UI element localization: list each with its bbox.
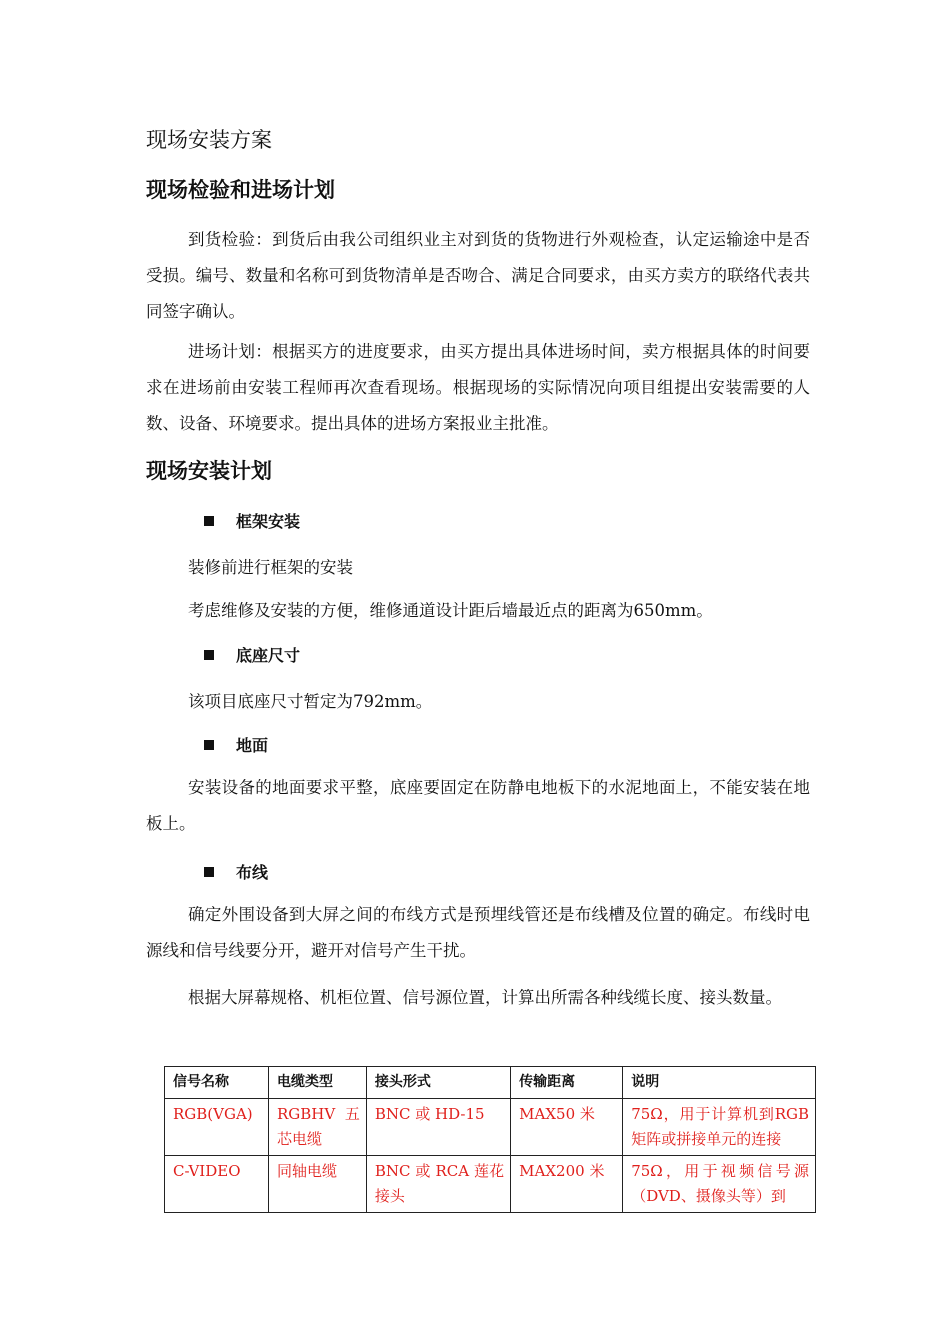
table-cell: 75Ω，用于计算机到RGB矩阵或拼接单元的连接 [623,1099,816,1156]
signal-cable-table [164,1066,816,1213]
table-row [165,1156,816,1213]
section-heading-installation: 现场安装计划 [146,459,272,483]
table-cell: 75Ω，用于视频信号源（DVD、摄像头等）到 [623,1156,816,1213]
square-bullet-icon [204,650,214,660]
table-cell: MAX50 米 [511,1099,623,1156]
table-cell: BNC 或 HD-15 [366,1099,510,1156]
base-line-1: 该项目底座尺寸暂定为792mm。 [188,692,433,711]
table-header-row [165,1067,816,1099]
bullet-label: 底座尺寸 [236,646,301,665]
header-cable-type: 电缆类型 [268,1067,366,1099]
frame-line-1: 装修前进行框架的安装 [188,558,353,577]
header-signal-name: 信号名称 [165,1067,269,1099]
paragraph-floor: 安装设备的地面要求平整，底座要固定在防静电地板下的水泥地面上，不能安装在地板上。 [146,778,810,833]
bullet-label: 布线 [236,863,269,882]
table-cell: MAX200 米 [511,1156,623,1213]
table-cell: BNC 或 RCA 莲花接头 [366,1156,510,1213]
paragraph-arrival-inspection: 到货检验：到货后由我公司组织业主对到货的货物进行外观检查，认定运输途中是否受损。编号、数量和名称可到货物清单是否吻合、满足合同要求，由买方卖方的联络代表共同签字确认。 [146,230,810,321]
bullet-label: 地面 [236,736,269,755]
frame-line-2: 考虑维修及安装的方便，维修通道设计距后墙最近点的距离为650mm。 [188,601,713,620]
header-description: 说明 [623,1067,816,1099]
bullet-frame-install [204,509,300,532]
paragraph-wiring-2: 根据大屏幕规格、机柜位置、信号源位置，计算出所需各种线缆长度、接头数量。 [188,988,782,1007]
square-bullet-icon [204,867,214,877]
bullet-label: 框架安装 [236,512,301,531]
square-bullet-icon [204,516,214,526]
section-heading-inspection: 现场检验和进场计划 [146,178,335,202]
paragraph-entry-plan: 进场计划：根据买方的进度要求，由买方提出具体进场时间，卖方根据具体的时间要求在进场前由安装工程师再次查看现场。根据现场的实际情况向项目组提出安装需要的人数、设备、环境要求。提出具体的进场方案报业主批准。 [146,342,810,433]
header-connector: 接头形式 [366,1067,510,1099]
table-cell: RGBHV 五芯电缆 [268,1099,366,1156]
bullet-base-size [204,643,300,666]
header-distance: 传输距离 [511,1067,623,1099]
table-row [165,1099,816,1156]
table-cell: 同轴电缆 [268,1156,366,1213]
table-cell: C-VIDEO [165,1156,269,1213]
paragraph-wiring-1: 确定外围设备到大屏之间的布线方式是预埋线管还是布线槽及位置的确定。布线时电源线和信号线要分开，避开对信号产生干扰。 [146,905,810,960]
table-cell: RGB(VGA) [165,1099,269,1156]
square-bullet-icon [204,740,214,750]
document-title: 现场安装方案 [146,128,272,152]
bullet-floor [204,733,268,756]
bullet-wiring [204,860,268,883]
